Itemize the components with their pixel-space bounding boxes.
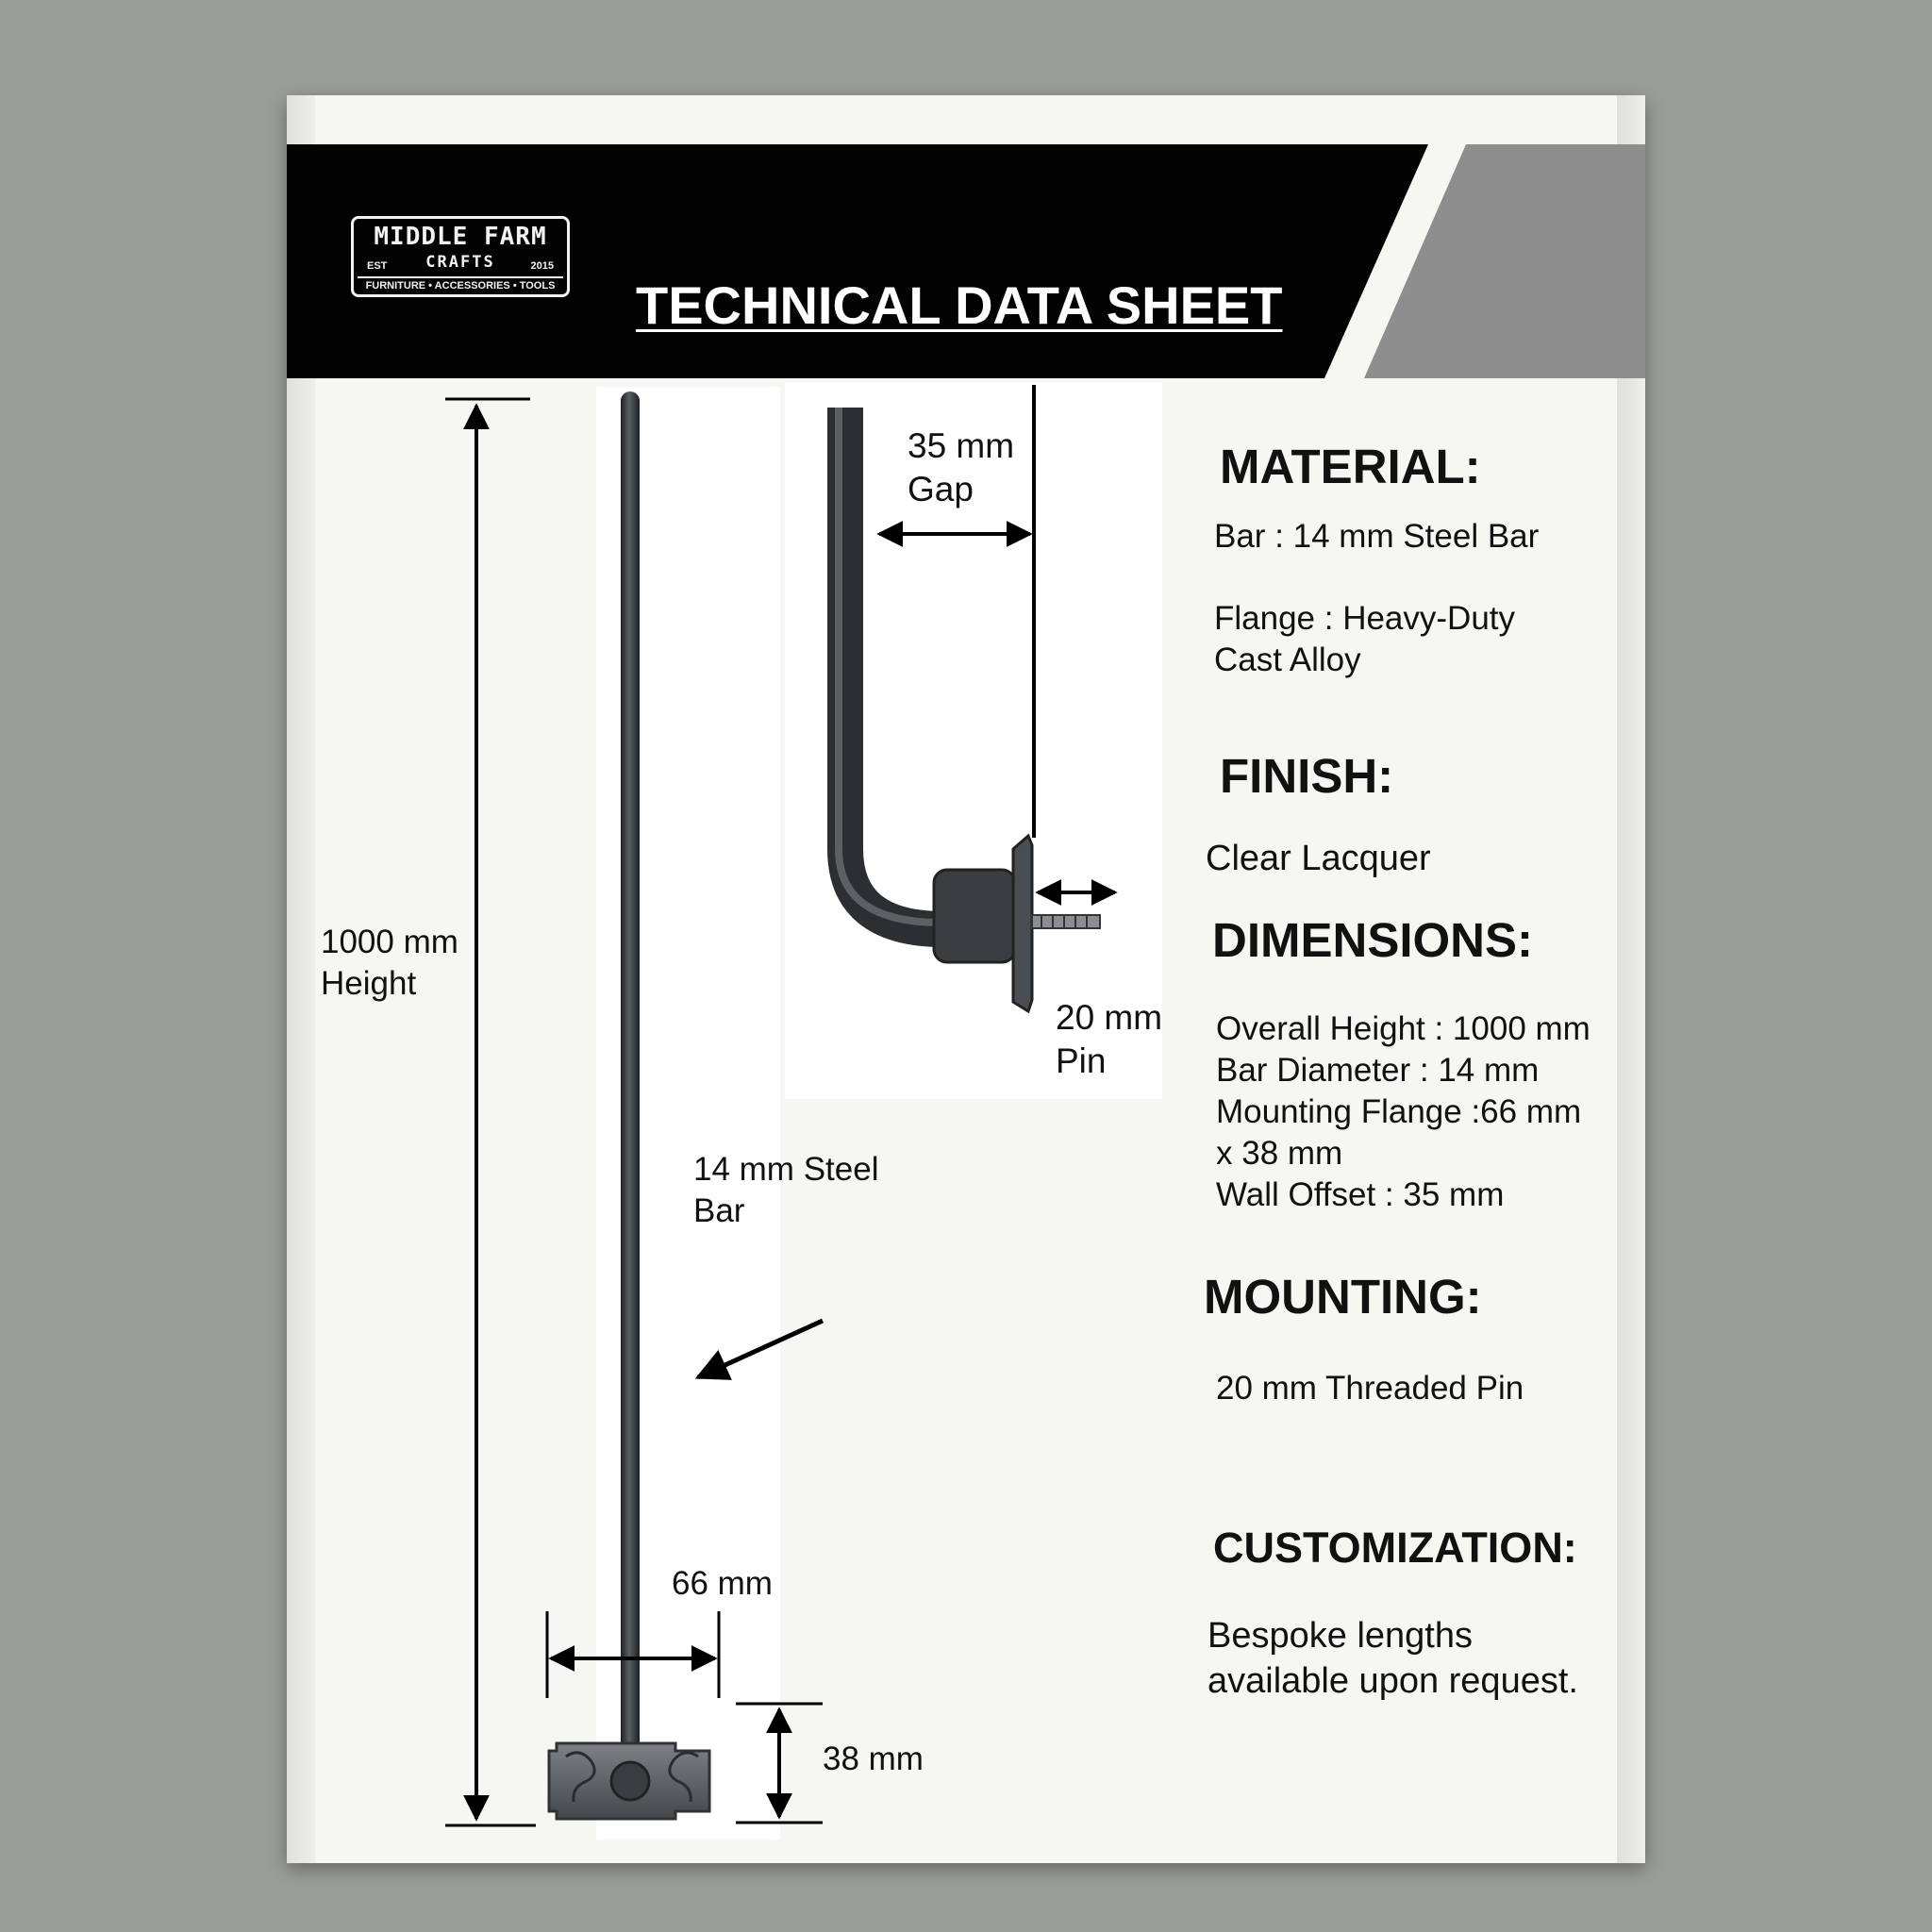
mounting-flange	[549, 1743, 709, 1819]
logo-tagline: FURNITURE • ACCESSORIES • TOOLS	[358, 276, 563, 291]
pin-label: 20 mm Pin	[1056, 998, 1163, 1080]
dimensions-heading: DIMENSIONS:	[1212, 913, 1534, 967]
flange-height-label: 38 mm	[823, 1740, 924, 1777]
dimension-line: Bar Diameter : 14 mm	[1216, 1052, 1540, 1089]
material-bar: Bar : 14 mm Steel Bar	[1214, 518, 1540, 555]
customization-text: Bespoke lengths available upon request.	[1208, 1616, 1578, 1701]
logo-est: EST	[367, 260, 388, 272]
material-heading: MATERIAL:	[1220, 440, 1481, 493]
dimension-line: Wall Offset : 35 mm	[1216, 1176, 1505, 1213]
logo-line-1: MIDDLE FARM	[374, 223, 547, 251]
page-title: TECHNICAL DATA SHEET	[636, 275, 1283, 335]
bar-label: 14 mm Steel Bar	[693, 1151, 879, 1229]
material-flange: Flange : Heavy-Duty Cast Alloy	[1214, 600, 1516, 678]
finish-value: Clear Lacquer	[1206, 839, 1431, 878]
dimension-line: x 38 mm	[1216, 1135, 1343, 1172]
gap-label: 35 mm Gap	[908, 426, 1015, 508]
dimension-line: Mounting Flange :66 mm	[1216, 1093, 1582, 1130]
height-dimension	[445, 399, 536, 1825]
mounting-value: 20 mm Threaded Pin	[1216, 1370, 1524, 1407]
dimensions-list	[1216, 1008, 1591, 1216]
logo-year: 2015	[530, 260, 554, 272]
logo-line-2: CRAFTS	[425, 253, 495, 272]
mounting-heading: MOUNTING:	[1204, 1270, 1482, 1324]
dimension-line: Overall Height : 1000 mm	[1216, 1010, 1591, 1047]
flange-width-label: 66 mm	[672, 1565, 773, 1602]
finish-heading: FINISH:	[1220, 749, 1394, 803]
steel-bar	[621, 391, 640, 1786]
height-label: 1000 mm Height	[321, 924, 458, 1002]
customization-heading: CUSTOMIZATION:	[1213, 1524, 1577, 1572]
